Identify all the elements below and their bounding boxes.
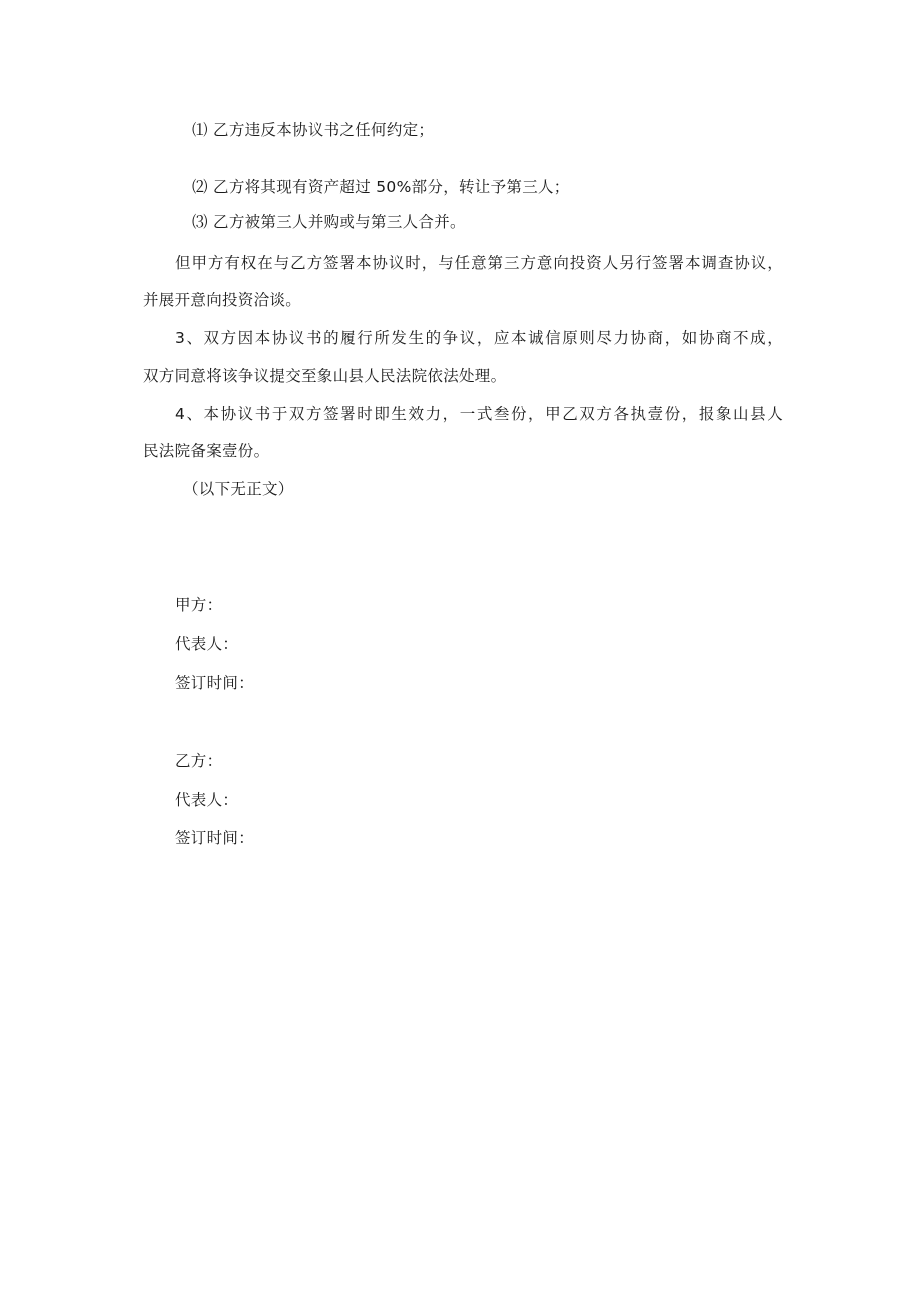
exception-line-2: 并展开意向投资洽谈。 xyxy=(143,291,302,309)
party-b-date-label: 签订时间： xyxy=(175,829,255,847)
clause-item-2: ⑵ 乙方将其现有资产超过 50%部分，转让予第三人； xyxy=(192,178,570,196)
clause-item-3: ⑶ 乙方被第三人并购或与第三人合并。 xyxy=(192,213,466,231)
party-a-date-label: 签订时间： xyxy=(175,674,255,692)
party-b-representative-label: 代表人： xyxy=(175,791,239,809)
party-b-label: 乙方： xyxy=(175,752,223,770)
clause-3-line-1: 3、双方因本协议书的履行所发生的争议，应本诚信原则尽力协商，如协商不成， xyxy=(175,329,783,347)
clause-4-line-1: 4、本协议书于双方签署时即生效力，一式叁份，甲乙双方各执壹份，报象山县人 xyxy=(175,405,783,423)
party-a-label: 甲方： xyxy=(175,596,223,614)
clause-3-line-2: 双方同意将该争议提交至象山县人民法院依法处理。 xyxy=(143,367,507,385)
party-a-representative-label: 代表人： xyxy=(175,635,239,653)
exception-line-1: 但甲方有权在与乙方签署本协议时，与任意第三方意向投资人另行签署本调查协议， xyxy=(175,254,783,272)
clause-4-line-2: 民法院备案壹份。 xyxy=(143,442,270,460)
clause-item-1: ⑴ 乙方违反本协议书之任何约定； xyxy=(192,121,435,139)
end-note: （以下无正文） xyxy=(183,480,294,498)
